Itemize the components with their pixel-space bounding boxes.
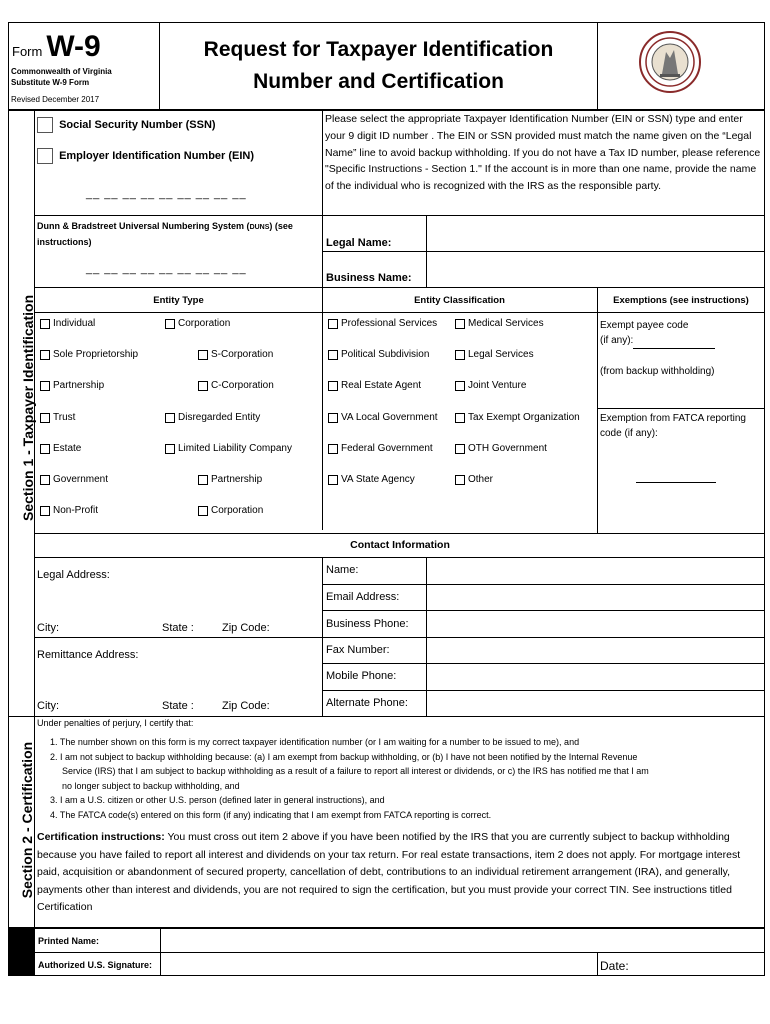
entity-class-header: Entity Classification xyxy=(414,295,505,306)
remit-state-label: State : xyxy=(162,700,194,712)
page-title: Request for Taxpayer Identification Number and Certification xyxy=(203,38,554,93)
remit-zip-label: Zip Code: xyxy=(222,700,270,712)
class-political-subdivision[interactable]: Political Subdivision xyxy=(328,349,429,360)
entity-government[interactable]: Government xyxy=(40,474,108,485)
exemptions-divider xyxy=(597,287,598,533)
entity-sole-proprietorship[interactable]: Sole Proprietorship xyxy=(40,349,138,360)
cert-item-2c: no longer subject to backup withholding, and xyxy=(62,780,240,791)
section2-side-label: Section 2 - Certification xyxy=(19,741,35,899)
entity-s-corporation[interactable]: S-Corporation xyxy=(198,349,273,360)
tin-input[interactable]: __ __ __ __ __ __ __ __ __ xyxy=(86,188,247,200)
cert-item-4: 4. The FATCA code(s) entered on this form (if any) indicating that I am exempt from FATCA reporting is correct. xyxy=(50,809,492,820)
date-label: Date: xyxy=(600,959,629,973)
perjury-intro: Under penalties of perjury, I certify that: xyxy=(37,718,194,728)
virginia-seal-icon xyxy=(638,30,702,94)
ssn-checkbox[interactable] xyxy=(37,117,53,133)
revised-date: Revised December 2017 xyxy=(11,95,100,104)
class-va-local-government[interactable]: VA Local Government xyxy=(328,412,438,423)
signature-label: Authorized U.S. Signature: xyxy=(38,960,153,970)
exemptions-row-divider xyxy=(597,408,765,409)
entity-top-divider xyxy=(35,287,765,288)
cert-item-1: 1. The number shown on this form is my correct taxpayer identification number (or I am waiting for a number to be issued to me), and xyxy=(50,737,580,747)
entity-disregarded[interactable]: Disregarded Entity xyxy=(165,412,260,423)
entity-llc-corporation[interactable]: Corporation xyxy=(198,505,263,516)
contact-name-label: Name: xyxy=(326,564,359,576)
legal-name-input[interactable] xyxy=(427,216,764,251)
state-label: State : xyxy=(162,622,194,634)
form-number-label: Form W-9 xyxy=(12,30,101,63)
seal-divider xyxy=(597,22,598,110)
class-other[interactable]: Other xyxy=(455,474,493,485)
contact-fax-label: Fax Number: xyxy=(326,644,390,656)
remit-city-label: City: xyxy=(37,700,59,712)
contact-row-2 xyxy=(322,610,765,611)
remittance-label: Remittance Address: xyxy=(37,649,139,661)
contact-top-divider xyxy=(35,533,765,534)
signature-input[interactable] xyxy=(161,953,596,975)
form-subtitle: Commonwealth of Virginia Substitute W-9 Form xyxy=(11,67,112,87)
contact-row-5 xyxy=(322,690,765,691)
ein-option[interactable]: Employer Identification Number (EIN) xyxy=(37,148,254,164)
cert-item-3: 3. I am a U.S. citizen or other U.S. person (defined later in general instructions), and xyxy=(50,795,385,805)
entity-header-divider xyxy=(35,312,765,313)
class-legal-services[interactable]: Legal Services xyxy=(455,349,534,360)
entity-c-corporation[interactable]: C-Corporation xyxy=(198,380,274,391)
date-input[interactable] xyxy=(632,953,764,975)
contact-row-4 xyxy=(322,663,765,664)
duns-input[interactable]: __ __ __ __ __ __ __ __ __ xyxy=(86,263,247,275)
contact-alternate-label: Alternate Phone: xyxy=(326,697,408,709)
class-medical-services[interactable]: Medical Services xyxy=(455,318,544,329)
class-tax-exempt[interactable]: Tax Exempt Organization xyxy=(455,412,580,423)
duns-label: Dunn & Bradstreet Universal Numbering System (DUNS) (see instructions) xyxy=(37,221,293,247)
tin-divider xyxy=(322,110,323,530)
class-professional-services[interactable]: Professional Services xyxy=(328,318,437,329)
city-label: City: xyxy=(37,622,59,634)
business-name-input[interactable] xyxy=(427,252,764,287)
contact-mobile-label: Mobile Phone: xyxy=(326,670,397,682)
fatca-label: Exemption from FATCA reporting code (if any): xyxy=(600,413,746,439)
tin-instructions: Please select the appropriate Taxpayer Identification Number (EIN or SSN) type and enter your 9 digit ID number . The EIN or SSN provided must match the name given on the “Legal Name” line to avoid backup withholding. If you do not have a Tax ID number, please reference "Specific Instructions - Section 1." If the account is in more than one name, provide the name of the individual who is recognized with the IRS as the responsible party. xyxy=(325,113,761,193)
fatca-input[interactable] xyxy=(636,482,716,483)
contact-row-1 xyxy=(322,584,765,585)
class-oth-government[interactable]: OTH Government xyxy=(455,443,547,454)
entity-llc-partnership[interactable]: Partnership xyxy=(198,474,262,485)
contact-header: Contact Information xyxy=(350,539,450,551)
certification-instructions: Certification instructions: You must cross out item 2 above if you have been notified by the IRS that you are currently subject to backup withholding because you have failed to report all interest and dividends on your tax return. For real estate transactions, item 2 does not apply. For mortgage interest paid, acquisition or abandonment of secured property, cancellation of debt, contributions to an individual retirement arrangement (IRA), and generally, payments other than interest and dividends, you are not required to sign the certification, but you must provide your correct TIN. See instructions titled Certification xyxy=(37,831,741,913)
backup-withholding-label: (from backup withholding) xyxy=(600,366,715,377)
exempt-payee-label: Exempt payee code (if any): xyxy=(600,320,689,346)
business-name-label: Business Name: xyxy=(326,272,412,284)
entity-trust[interactable]: Trust xyxy=(40,412,75,423)
entity-non-profit[interactable]: Non-Profit xyxy=(40,505,98,516)
class-federal-government[interactable]: Federal Government xyxy=(328,443,433,454)
entity-estate[interactable]: Estate xyxy=(40,443,81,454)
ssn-option[interactable]: Social Security Number (SSN) xyxy=(37,117,216,133)
legal-address-label: Legal Address: xyxy=(37,569,110,581)
ein-checkbox[interactable] xyxy=(37,148,53,164)
legal-name-label: Legal Name: xyxy=(326,237,392,249)
contact-business-phone-label: Business Phone: xyxy=(326,618,409,630)
exemptions-header: Exemptions (see instructions) xyxy=(613,295,749,306)
entity-type-header: Entity Type xyxy=(153,295,204,306)
entity-corporation[interactable]: Corporation xyxy=(165,318,230,329)
contact-email-label: Email Address: xyxy=(326,591,400,603)
section1-side-label: Section 1 - Taxpayer Identification xyxy=(20,294,36,521)
entity-individual[interactable]: Individual xyxy=(40,318,95,329)
printed-name-input[interactable] xyxy=(161,929,764,952)
class-joint-venture[interactable]: Joint Venture xyxy=(455,380,526,391)
entity-partnership[interactable]: Partnership xyxy=(40,380,104,391)
signature-sidebar xyxy=(8,928,35,976)
contact-header-divider xyxy=(35,557,765,558)
date-divider xyxy=(597,952,598,976)
entity-llc[interactable]: Limited Liability Company xyxy=(165,443,292,454)
cert-item-2: 2. I am not subject to backup withholding because: (a) I am exempt from backup withholding, or (b) I have not been notified by the Internal Revenue xyxy=(50,751,638,762)
class-va-state-agency[interactable]: VA State Agency xyxy=(328,474,415,485)
cert-item-2b: Service (IRS) that I am subject to backup withholding as a result of a failure to report all interest or dividends, or c) the IRS has notified me that I am xyxy=(62,766,649,776)
exempt-payee-input[interactable] xyxy=(633,348,715,349)
class-real-estate-agent[interactable]: Real Estate Agent xyxy=(328,380,421,391)
zip-label: Zip Code: xyxy=(222,622,270,634)
contact-row-3 xyxy=(35,637,765,638)
certification-items xyxy=(50,735,649,822)
printed-name-label: Printed Name: xyxy=(38,936,100,946)
